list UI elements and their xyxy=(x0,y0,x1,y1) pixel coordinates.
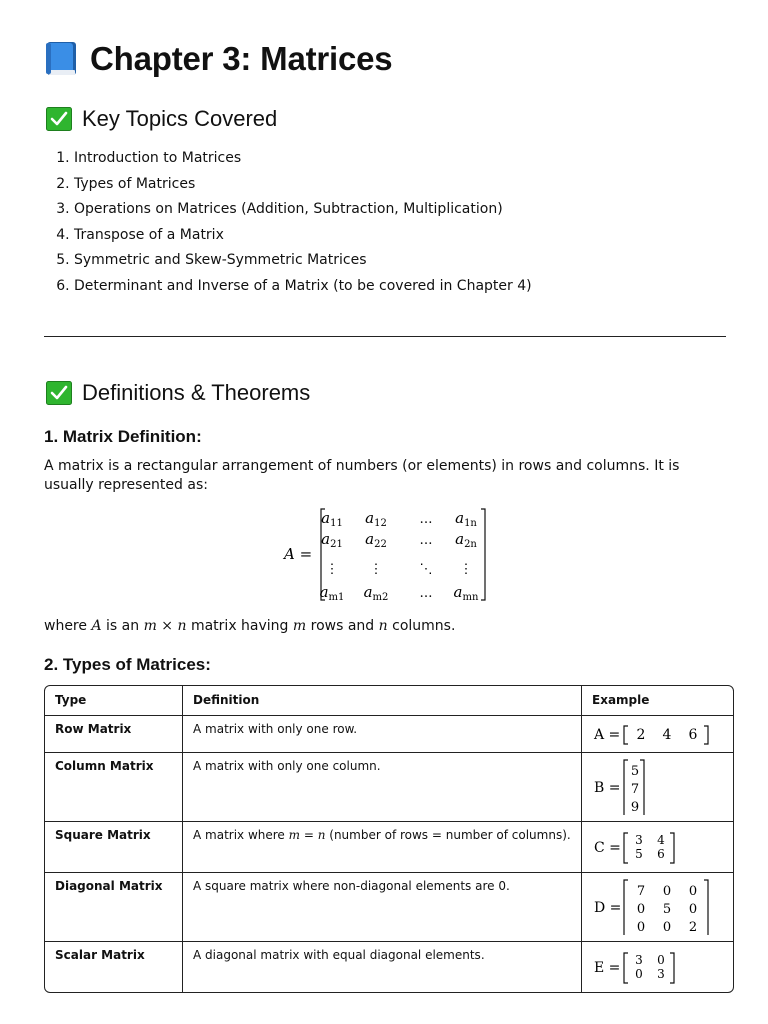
where-text-1: is an xyxy=(106,618,140,634)
definition-cell: A diagonal matrix with equal diagonal elements. xyxy=(183,942,582,992)
left-bracket xyxy=(624,760,628,815)
definition-cell: A matrix with only one row. xyxy=(183,716,582,753)
right-bracket xyxy=(670,953,674,983)
matrix-entry: 9 xyxy=(630,800,640,815)
book-icon xyxy=(44,41,78,77)
matrix-entry: 0 xyxy=(657,953,665,967)
right-bracket xyxy=(481,509,485,600)
matrix-types-table xyxy=(44,685,734,993)
list-item: 4. Transpose of a Matrix xyxy=(74,223,532,249)
check-mark-icon xyxy=(46,381,72,405)
matrix-definition-text: A matrix is a rectangular arrangement of numbers (or elements) in rows and columns. It is usually represented as: xyxy=(44,458,680,493)
scalar-matrix-example xyxy=(592,948,712,986)
matrix-entry: $a_{1n}$ xyxy=(455,509,477,529)
matrix-entry: 0 xyxy=(662,920,672,935)
table-row xyxy=(45,753,733,822)
key-topics-heading xyxy=(46,106,277,132)
matrix-entry: 0 xyxy=(688,884,698,899)
matrix-entry: … xyxy=(419,533,433,548)
table-row xyxy=(45,942,733,992)
matrix-entry: 2 xyxy=(688,920,698,935)
types-of-matrices-heading: 2. Types of Matrices: xyxy=(44,655,211,674)
example-cell xyxy=(582,753,733,822)
matrix-entry: 4 xyxy=(662,727,672,743)
table-row xyxy=(45,873,733,942)
where-text-4: columns. xyxy=(392,618,456,634)
where-n: n xyxy=(378,618,388,634)
general-matrix-equation xyxy=(284,507,524,603)
list-item: 1. Introduction to Matrices xyxy=(74,146,532,172)
matrix-entry: 7 xyxy=(630,782,640,797)
matrix-entry: 7 xyxy=(636,884,646,899)
list-item: 6. Determinant and Inverse of a Matrix (to be covered in Chapter 4) xyxy=(74,274,532,300)
type-cell: Row Matrix xyxy=(45,716,183,753)
matrix-entry: 5 xyxy=(662,902,672,917)
definitions-heading xyxy=(46,380,310,406)
equation-lhs: A = xyxy=(284,545,313,563)
key-topics-heading-text: Key Topics Covered xyxy=(82,106,278,131)
page-title-text: Chapter 3: Matrices xyxy=(90,40,393,77)
list-item: 3. Operations on Matrices (Addition, Subtraction, Multiplication) xyxy=(74,197,532,223)
left-bracket xyxy=(624,880,628,935)
matrix-entry: 0 xyxy=(688,902,698,917)
matrix-entry: 0 xyxy=(636,902,646,917)
matrix-entry: 3 xyxy=(635,953,643,967)
example-cell xyxy=(582,942,733,992)
type-cell: Diagonal Matrix xyxy=(45,873,183,942)
example-label: D = xyxy=(594,900,622,916)
right-bracket xyxy=(670,833,674,863)
example-label: E = xyxy=(594,960,621,976)
example-cell xyxy=(582,822,733,873)
where-dimension: m × n xyxy=(143,618,187,634)
matrix-entry: $a_{22}$ xyxy=(365,530,387,550)
table-row xyxy=(45,716,733,753)
matrix-entry: $a_{11}$ xyxy=(321,509,343,529)
list-item: 2. Types of Matrices xyxy=(74,172,532,198)
example-label: B = xyxy=(594,780,621,796)
where-text-3: rows and xyxy=(310,618,375,634)
definition-math: m = n xyxy=(288,828,326,842)
definitions-heading-text: Definitions & Theorems xyxy=(82,380,311,405)
left-bracket xyxy=(624,953,628,983)
example-cell xyxy=(582,716,733,753)
definition-suffix: (number of rows = number of columns). xyxy=(329,828,571,842)
where-m: m xyxy=(292,618,307,634)
column-header-example: Example xyxy=(582,686,733,716)
matrix-entry: 6 xyxy=(657,847,665,861)
definition-cell: A matrix with only one column. xyxy=(183,753,582,822)
matrix-entry: $a_{2n}$ xyxy=(455,530,477,550)
matrix-entry: 5 xyxy=(635,847,643,861)
row-matrix-example xyxy=(592,722,712,746)
left-bracket xyxy=(624,726,628,744)
definition-prefix: A matrix where xyxy=(193,828,285,842)
column-header-definition: Definition xyxy=(183,686,582,716)
left-bracket xyxy=(624,833,628,863)
matrix-entry: $a_{m2}$ xyxy=(363,583,389,603)
definition-cell xyxy=(183,822,582,873)
where-text-2: matrix having xyxy=(190,618,289,634)
matrix-entry: 3 xyxy=(657,967,665,981)
matrix-entry: 2 xyxy=(636,727,646,743)
matrix-entry: 5 xyxy=(630,764,640,779)
topics-list xyxy=(52,146,532,299)
right-bracket xyxy=(704,880,708,935)
matrix-entry: … xyxy=(419,512,433,527)
matrix-entry: 3 xyxy=(635,833,643,847)
general-matrix xyxy=(284,507,524,603)
page-title xyxy=(44,40,392,78)
type-cell: Column Matrix xyxy=(45,753,183,822)
section-divider xyxy=(44,336,726,337)
type-cell: Scalar Matrix xyxy=(45,942,183,992)
where-prefix: where xyxy=(44,618,87,634)
example-cell xyxy=(582,873,733,942)
matrix-entry: 0 xyxy=(635,967,643,981)
matrix-definition-heading: 1. Matrix Definition: xyxy=(44,427,202,446)
matrix-entry: ⋱ xyxy=(419,562,433,577)
matrix-entry: $a_{12}$ xyxy=(365,509,387,529)
matrix-where-text xyxy=(44,617,724,636)
column-header-type: Type xyxy=(45,686,183,716)
diagonal-matrix-example xyxy=(592,879,712,935)
type-cell: Square Matrix xyxy=(45,822,183,873)
right-bracket xyxy=(640,760,644,815)
matrix-entry: $a_{m1}$ xyxy=(319,583,345,603)
matrix-entry: ⋮ xyxy=(325,562,339,577)
square-matrix-example xyxy=(592,828,712,866)
matrix-entry: 4 xyxy=(657,833,665,847)
matrix-entry: 6 xyxy=(688,727,698,743)
matrix-entry: $a_{21}$ xyxy=(321,530,343,550)
matrix-entry: 0 xyxy=(662,884,672,899)
right-bracket xyxy=(704,726,708,744)
check-mark-icon xyxy=(46,107,72,131)
list-item: 5. Symmetric and Skew-Symmetric Matrices xyxy=(74,248,532,274)
definition-cell: A square matrix where non-diagonal elements are 0. xyxy=(183,873,582,942)
matrix-entry: ⋮ xyxy=(369,562,383,577)
matrix-entry: $a_{mn}$ xyxy=(453,583,479,603)
where-matrix-symbol: A xyxy=(91,618,102,634)
example-label: C = xyxy=(594,840,621,856)
matrix-entry: … xyxy=(419,586,433,601)
matrix-entry: 0 xyxy=(636,920,646,935)
table-row xyxy=(45,822,733,873)
matrix-entry: ⋮ xyxy=(459,562,473,577)
column-matrix-example xyxy=(592,759,712,815)
example-label: A = xyxy=(594,727,621,743)
table-header-row xyxy=(45,686,733,716)
